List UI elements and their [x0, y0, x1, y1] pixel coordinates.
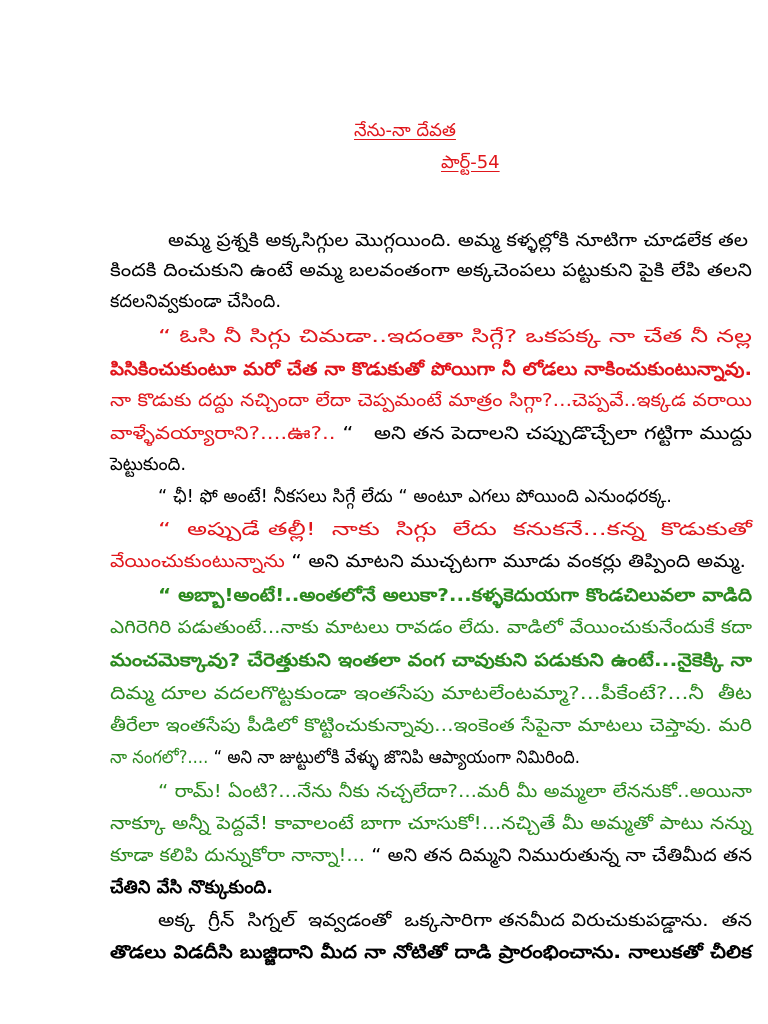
text-segment: చేతిని వేసి నొక్కుకుంది. — [110, 877, 273, 898]
text-line — [0, 256, 768, 286]
text-line — [0, 711, 768, 741]
text-segment: “ ఓసి నీ సిగ్గు చిమడా..ఇదంతా సిగ్గే? ఒకపక్క నా చేత నీ నల్ల — [158, 326, 752, 347]
text-segment: “ అని నా జుట్టులోకి వేళ్ళు జొనిపి ఆప్యాయంగా నిమిరింది. — [208, 747, 580, 768]
text-segment: కిందకి దించుకుని ఉంటే అమ్మ బలవంతంగా అక్కచెంపలు పట్టుకుని పైకి లేపి తలని — [110, 260, 753, 281]
text-line — [0, 679, 768, 709]
text-segment: వాళ్ళేవయ్యారాని?....ఊ?.. — [110, 423, 336, 444]
text-segment: వేయించుకుంటున్నాను — [110, 551, 285, 572]
text-line — [0, 873, 768, 903]
part-number: పార్ట్-54 — [441, 152, 500, 173]
text-line — [0, 355, 768, 385]
text-line — [0, 419, 768, 449]
text-segment: “ అబ్బా!అంటే!..అంతలోనే అలుకా?...కళ్ళకెదుయగా కొండచిలువలా వాడిది — [158, 585, 752, 606]
text-segment: “ అని తన దిమ్మని నిమురుతున్న నా చేతిమీద తన — [365, 845, 752, 866]
text-segment: నా కొడుకు దద్దు నచ్చిందా లేదా చెప్పమంటే మాత్రం సిగ్గా?...చెప్పవే..ఇక్కడ వరాయి — [110, 390, 752, 411]
text-segment: నా నంగలో?.... — [110, 747, 209, 768]
text-segment: అక్క గ్రీన్ సిగ్నల్ ఇవ్వడంతో ఒక్కసారిగా తనమీద విరుచుకుపడ్డాను. తన — [158, 910, 752, 931]
text-segment: “ అని మాటని ముచ్చటగా మూడు వంకర్లు తిప్పింది అమ్మ. — [284, 551, 746, 572]
text-segment: కదలనివ్వకుండా చేసింది. — [110, 291, 282, 312]
text-line — [0, 777, 768, 807]
text-segment: “ అప్పుడే తల్లీ! నాకు సిగ్గు లేదు కనుకనే...కన్న కొడుకుతో — [158, 519, 752, 540]
text-line — [0, 938, 768, 968]
text-line — [0, 450, 768, 480]
text-line — [0, 226, 768, 256]
text-segment: పెట్టుకుంది. — [110, 454, 187, 475]
text-line — [0, 287, 768, 317]
text-segment: “ ఛీ! ఫో అంటే! నీకసలు సిగ్గే లేదు “ అంటూ ఎగలు పోయింది ఎనుంధరక్క. — [158, 486, 672, 507]
text-segment: మంచమెక్కావు? చేరెత్తుకుని ఇంతలా వంగ చావుకుని పడుకుని ఉంటే...నైకెక్కి నా — [110, 650, 752, 671]
text-segment: తీరేలా ఇంతసేపు పీడిలో కొట్టించుకున్నావు...ఇంకెంత సేపైనా మాటలు చెప్తావు. మరి — [110, 715, 752, 736]
text-line — [0, 482, 768, 512]
text-line — [0, 581, 768, 611]
text-line — [0, 646, 768, 676]
text-line — [0, 386, 768, 416]
text-segment: ఎగిరెగిరి పడుతుంటే...నాకు మాటలు రావడం లేదు. వాడిలో వేయించుకునేందుకే కదా — [110, 617, 752, 638]
text-segment: పిసికించుకుంటూ మరో చేత నా కొడుకుతో పోయిగా నీ లోడలు నాకించుకుంటున్నావు. — [110, 359, 752, 380]
text-line — [0, 809, 768, 839]
text-line — [0, 743, 768, 773]
text-line — [0, 547, 768, 577]
text-line — [0, 322, 768, 352]
text-segment: “ రామ్! ఏంటి?...నేను నీకు నచ్చలేదా?...మరీ మీ అమ్మలా లేననుకో..అయినా — [158, 781, 752, 802]
text-line — [0, 613, 768, 643]
text-line — [0, 841, 768, 871]
text-segment: నాక్కూ అన్నీ పెద్దవే! కావాలంటే బాగా చూసుకో!...నచ్చితే మీ అమ్మతో పాటు నన్ను — [110, 813, 752, 834]
text-segment: అమ్మ ప్రశ్నకి అక్కసిగ్గుల మొగ్గయింది. అమ్మ కళ్ళల్లోకి నూటిగా చూడలేక తల — [168, 230, 748, 251]
text-segment: కూడా కలిపి దున్నుకోరా నాన్నా!... — [110, 845, 366, 866]
story-title: నేను-నా దేవత — [354, 120, 456, 141]
text-line — [0, 906, 768, 936]
text-segment: దిమ్మ దూల వదలగొట్టకుండా ఇంతసేపు మాటలేంటమ్మా?...పీకేంటే?...నీ తీట — [110, 683, 752, 704]
text-segment: “ అని తన పెదాలని చప్పుడొచ్చేలా గట్టిగా ముద్దు — [335, 423, 752, 444]
text-segment: తొడలు విడదీసి బుజ్జిదాని మీద నా నోటితో దాడి ప్రారంభించాను. నాలుకతో చీలిక — [110, 942, 752, 963]
text-line — [0, 515, 768, 545]
